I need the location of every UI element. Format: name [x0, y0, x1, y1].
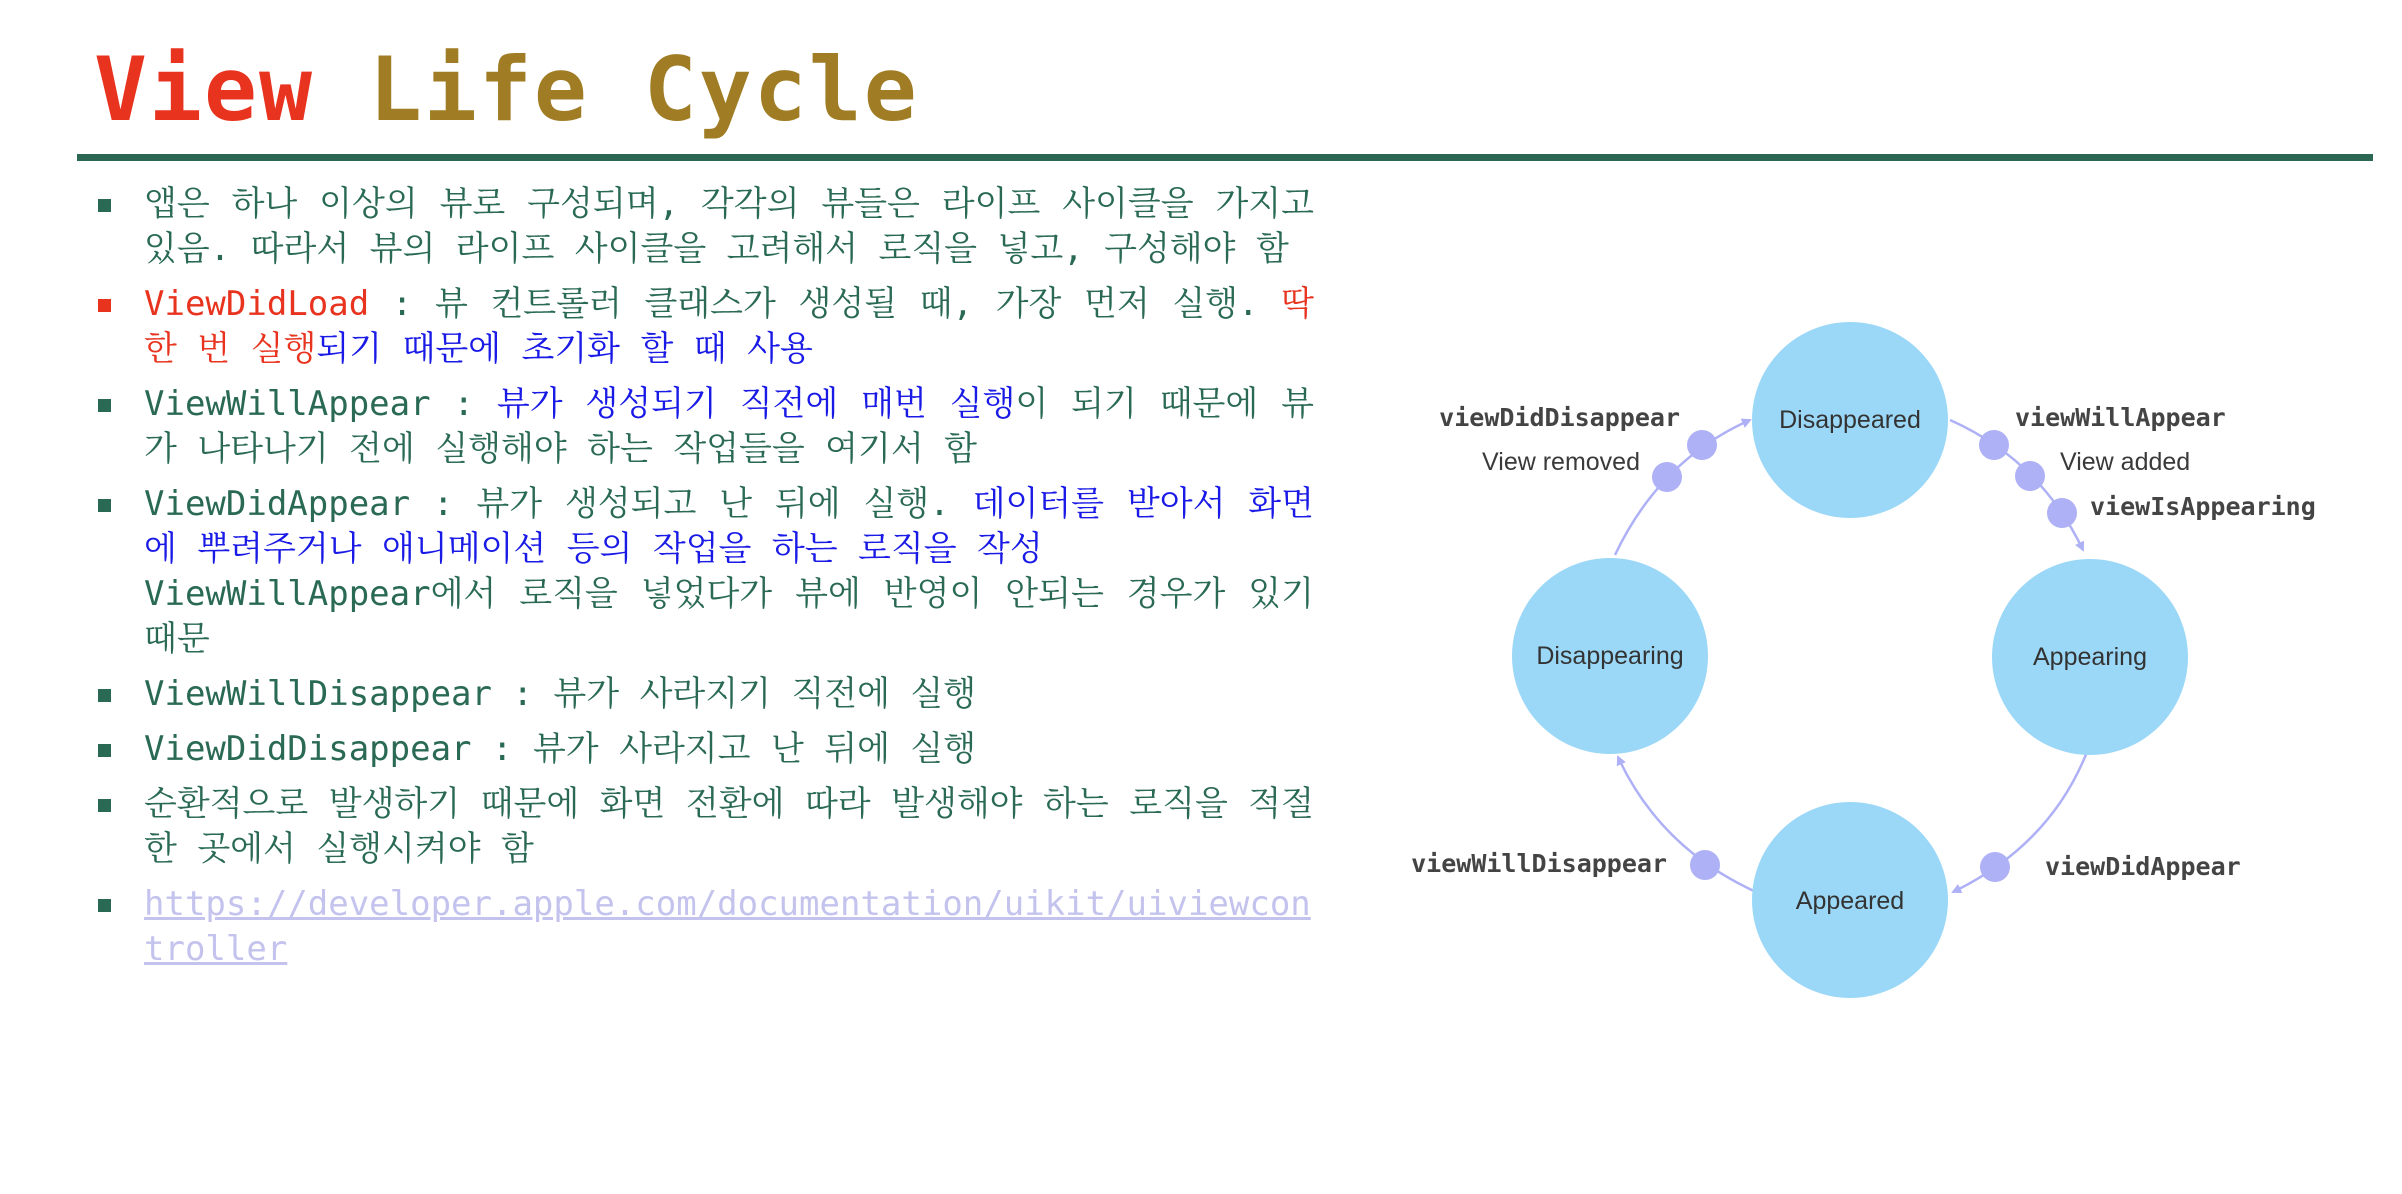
bullet-cyclic-note — [94, 782, 1314, 872]
apple-docs-link[interactable]: https://developer.apple.com/documentation/uikit/uiviewcontroller — [144, 884, 1311, 969]
dot-view-added — [2015, 461, 2045, 491]
bullet-text: 뷰가 사라지기 직전에 실행 — [553, 674, 977, 714]
method-name: ViewDidLoad — [144, 284, 370, 324]
bullet-marker — [98, 899, 111, 912]
bullet-marker — [98, 744, 111, 757]
separator: : — [430, 384, 497, 424]
method-name: ViewDidAppear — [144, 484, 411, 524]
bullet-overview — [94, 182, 1314, 272]
label-viewwilldisappear: viewWillDisappear — [1411, 849, 1667, 878]
bullet-marker — [98, 399, 111, 412]
arc-disappearing-to-disappeared — [1615, 420, 1750, 555]
bullet-text: 뷰가 사라지고 난 뒤에 실행 — [532, 729, 977, 769]
separator: : — [492, 674, 554, 714]
bullet-marker — [98, 799, 111, 812]
label-viewdiddisappear: viewDidDisappear — [1439, 403, 1680, 432]
label-viewdidappear: viewDidAppear — [2045, 852, 2241, 881]
title-part-view: View — [94, 38, 314, 141]
separator: : — [471, 729, 533, 769]
highlight-blue: 뷰가 생성되기 직전에 매번 실행 — [496, 384, 1016, 424]
dot-viewwillappear — [1979, 430, 2009, 460]
state-label-disappearing: Disappearing — [1536, 642, 1684, 670]
dot-viewwilldisappear — [1690, 850, 1720, 880]
dot-view-removed — [1652, 462, 1682, 492]
arc-disappeared-to-appearing — [1950, 420, 2083, 550]
state-label-appearing: Appearing — [2033, 643, 2147, 671]
title-divider — [77, 154, 2373, 161]
method-name-secondary: ViewWillAppear — [144, 574, 431, 614]
title-part-lifecycle: Life Cycle — [368, 38, 919, 141]
label-view-added: View added — [2060, 448, 2191, 476]
highlight-red: 딱 한 번 실행 — [144, 284, 1314, 369]
bullet-viewwillappear — [94, 382, 1314, 472]
bullet-viewdidappear — [94, 482, 1314, 662]
bullet-viewdidload — [94, 282, 1314, 372]
bullet-text: 앱은 하나 이상의 뷰로 구성되며, 각각의 뷰들은 라이프 사이클을 가지고 있음. 따라서 뷰의 라이프 사이클을 고려해서 로직을 넣고, 구성해야 함 — [144, 184, 1314, 269]
bullet-marker — [98, 199, 111, 212]
dot-viewdidappear — [1980, 852, 2010, 882]
bullet-text-secondary: 에서 로직을 넣었다가 뷰에 반영이 안되는 경우가 있기 때문 — [144, 574, 1314, 659]
separator: : — [410, 484, 477, 524]
separator: : — [369, 284, 435, 324]
dot-viewdiddisappear — [1687, 430, 1717, 460]
state-label-appeared: Appeared — [1795, 887, 1905, 915]
highlight-blue: 되기 때문에 초기화 할 때 사용 — [316, 329, 813, 369]
method-name: ViewWillDisappear — [144, 674, 492, 714]
lifecycle-diagram — [1370, 300, 2350, 1020]
bullet-reference — [94, 882, 1314, 972]
bullet-text: 뷰가 생성되고 난 뒤에 실행. — [476, 484, 973, 524]
bullet-list — [94, 182, 1314, 982]
label-viewisappearing: viewIsAppearing — [2090, 492, 2316, 521]
bullet-text: 이 되기 때문에 뷰가 나타나기 전에 실행해야 하는 작업들을 여기서 함 — [144, 384, 1314, 469]
bullet-viewwilldisappear — [94, 672, 1314, 717]
page-title — [94, 38, 919, 141]
method-name: ViewDidDisappear — [144, 729, 472, 769]
bullet-viewdiddisappear — [94, 727, 1314, 772]
bullet-marker — [98, 689, 111, 702]
state-label-disappeared: Disappeared — [1779, 406, 1921, 434]
highlight-blue: 데이터를 받아서 화면에 뿌려주거나 애니메이션 등의 작업을 하는 로직을 작성 — [144, 484, 1314, 569]
bullet-text: 순환적으로 발생하기 때문에 화면 전환에 따라 발생해야 하는 로직을 적절한 곳에서 실행시켜야 함 — [144, 784, 1314, 869]
bullet-text: 뷰 컨트롤러 클래스가 생성될 때, 가장 먼저 실행. — [434, 284, 1282, 324]
label-viewwillappear: viewWillAppear — [2015, 403, 2226, 432]
dot-viewisappearing — [2047, 498, 2077, 528]
label-view-removed: View removed — [1482, 448, 1640, 476]
bullet-marker — [98, 299, 111, 312]
method-name: ViewWillAppear — [144, 384, 431, 424]
bullet-marker — [98, 499, 111, 512]
